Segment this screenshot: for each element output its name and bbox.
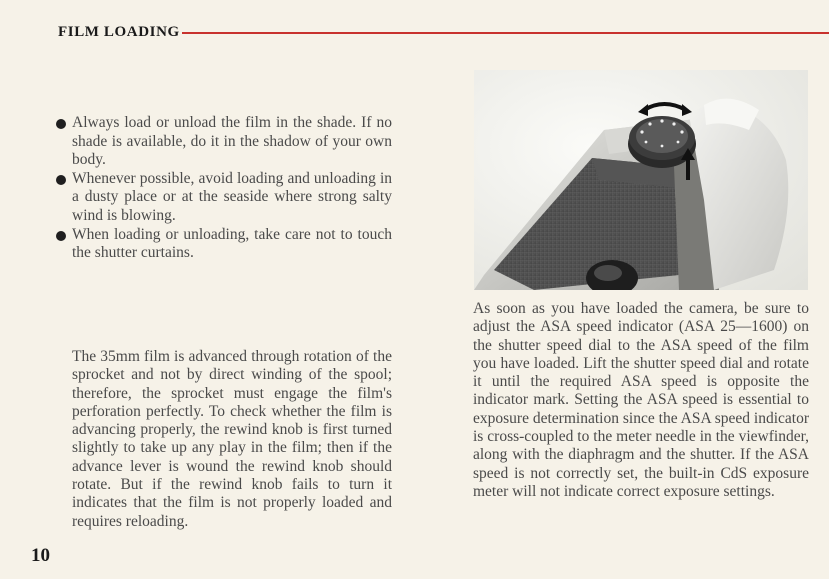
asa-speed-paragraph: As soon as you have loaded the camera, be sure to adjust the ASA speed indicator (ASA 25—1600) on the shutter speed dial to the ASA speed of the film you have loaded. Lift the shutter speed dial and rotate it until the required ASA speed is opposite the indicator mark. Setting the ASA speed is essential to exposure determination since the ASA speed indicator is cross-coupled to the meter needle in the viewfinder, along with the diaphragm and the shutter. If the ASA speed is not correctly set, the built-in CdS exposure meter will not indicate correct exposure settings.	[473, 300, 809, 500]
caution-item	[56, 226, 392, 263]
caution-text: Always load or unload the film in the shade. If no shade is available, do it in the shadow of your own body.	[72, 114, 392, 169]
film-advance-paragraph: The 35mm film is advanced through rotation of the sprocket and not by direct winding of the spool; therefore, the sprocket must engage the film's perforation perfectly. To check whether the film is advancing properly, the rewind knob is first turned slightly to take up any play in the film; then if the advance lever is wound the rewind knob should rotate. But if the rewind knob fails to turn it indicates that the film is not properly loaded and requires reloading.	[72, 348, 392, 530]
caution-text: Whenever possible, avoid loading and unloading in a dusty place or at the seaside where strong salty wind is blowing.	[72, 169, 392, 224]
page-number: 10	[31, 545, 50, 566]
bullet-icon	[56, 175, 66, 185]
caution-text: When loading or unloading, take care not to touch the shutter curtains.	[72, 225, 392, 262]
camera-illustration	[474, 70, 808, 290]
camera-photo	[474, 70, 808, 290]
bullet-icon	[56, 119, 66, 129]
section-title: FILM LOADING	[58, 23, 180, 40]
caution-list	[56, 114, 392, 263]
section-header	[58, 21, 829, 43]
caution-item	[56, 170, 392, 226]
caution-item	[56, 114, 392, 170]
bullet-icon	[56, 231, 66, 241]
header-rule	[182, 32, 829, 34]
